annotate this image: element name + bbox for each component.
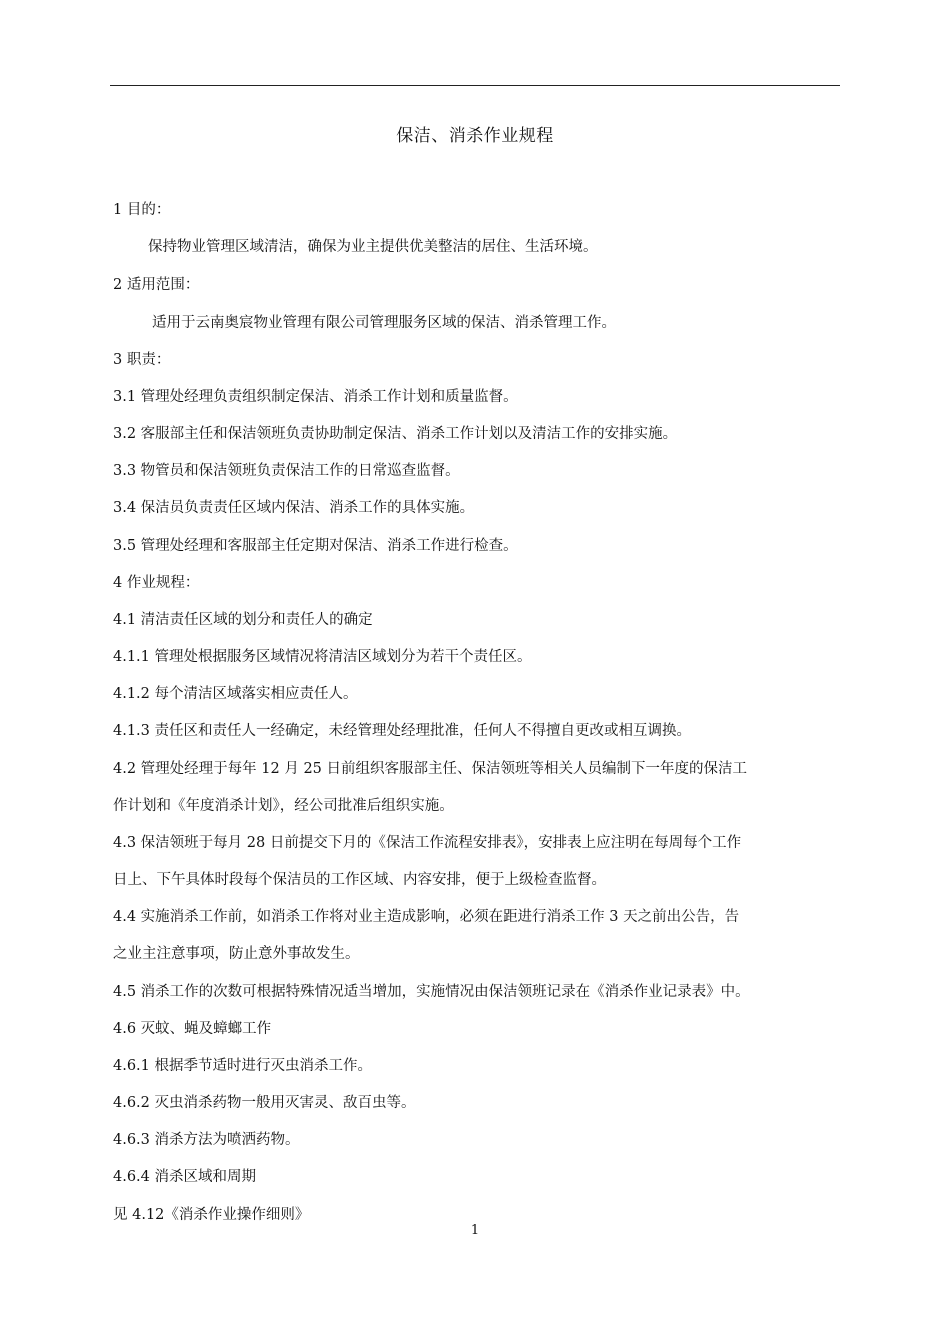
section-1-body: 保持物业管理区域清洁，确保为业主提供优美整洁的居住、生活环境。 xyxy=(148,239,598,255)
paragraph-4-6-3: 4.6.3 消杀方法为喷洒药物。 xyxy=(113,1132,300,1148)
section-3-heading: 3 职责： xyxy=(113,352,171,368)
paragraph-4-1: 4.1 清洁责任区域的划分和责任人的确定 xyxy=(113,612,373,628)
paragraph-4-5: 4.5 消杀工作的次数可根据特殊情况适当增加，实施情况由保洁领班记录在《消杀作业记录表》中。 xyxy=(113,984,750,1000)
paragraph-4-1-2: 4.1.2 每个清洁区域落实相应责任人。 xyxy=(113,686,358,702)
paragraph-3-3: 3.3 物管员和保洁领班负责保洁工作的日常巡查监督。 xyxy=(113,463,460,479)
paragraph-4-4-line-1: 4.4 实施消杀工作前，如消杀工作将对业主造成影响，必须在距进行消杀工作 3 天之前出公告，告 xyxy=(113,909,740,925)
paragraph-4-1-1: 4.1.1 管理处根据服务区域情况将清洁区域划分为若干个责任区。 xyxy=(113,649,532,665)
page-number: 1 xyxy=(470,1223,480,1238)
paragraph-4-3-line-2: 日上、下午具体时段每个保洁员的工作区域、内容安排，便于上级检查监督。 xyxy=(113,872,606,888)
paragraph-4-2-line-1: 4.2 管理处经理于每年 12 月 25 日前组织客服部主任、保洁领班等相关人员编制下一年度的保洁工 xyxy=(113,761,748,777)
paragraph-3-1: 3.1 管理处经理负责组织制定保洁、消杀工作计划和质量监督。 xyxy=(113,389,518,405)
reference-line: 见 4.12《消杀作业操作细则》 xyxy=(113,1207,310,1223)
paragraph-4-6-4: 4.6.4 消杀区域和周期 xyxy=(113,1169,257,1185)
section-1-heading: 1 目的： xyxy=(113,202,171,218)
paragraph-3-4: 3.4 保洁员负责责任区域内保洁、消杀工作的具体实施。 xyxy=(113,500,475,516)
paragraph-4-6: 4.6 灭蚊、蝇及蟑螂工作 xyxy=(113,1021,272,1037)
paragraph-4-4-line-2: 之业主注意事项，防止意外事故发生。 xyxy=(113,946,360,962)
paragraph-3-5: 3.5 管理处经理和客服部主任定期对保洁、消杀工作进行检查。 xyxy=(113,538,518,554)
section-4-heading: 4 作业规程： xyxy=(113,575,200,591)
paragraph-3-2: 3.2 客服部主任和保洁领班负责协助制定保洁、消杀工作计划以及清洁工作的安排实施。 xyxy=(113,426,678,442)
paragraph-4-1-3: 4.1.3 责任区和责任人一经确定，未经管理处经理批准，任何人不得擅自更改或相互调换。 xyxy=(113,723,691,739)
paragraph-4-3-line-1: 4.3 保洁领班于每月 28 日前提交下月的《保洁工作流程安排表》，安排表上应注明在每周每个工作 xyxy=(113,835,742,851)
paragraph-4-2-line-2: 作计划和《年度消杀计划》，经公司批准后组织实施。 xyxy=(113,798,454,814)
paragraph-4-6-1: 4.6.1 根据季节适时进行灭虫消杀工作。 xyxy=(113,1058,373,1074)
section-2-body: 适用于云南奥宸物业管理有限公司管理服务区域的保洁、消杀管理工作。 xyxy=(152,315,616,331)
header-rule xyxy=(110,85,840,86)
section-2-heading: 2 适用范围： xyxy=(113,277,200,293)
paragraph-4-6-2: 4.6.2 灭虫消杀药物一般用灭害灵、敌百虫等。 xyxy=(113,1095,416,1111)
document-title: 保洁、消杀作业规程 xyxy=(396,126,554,146)
